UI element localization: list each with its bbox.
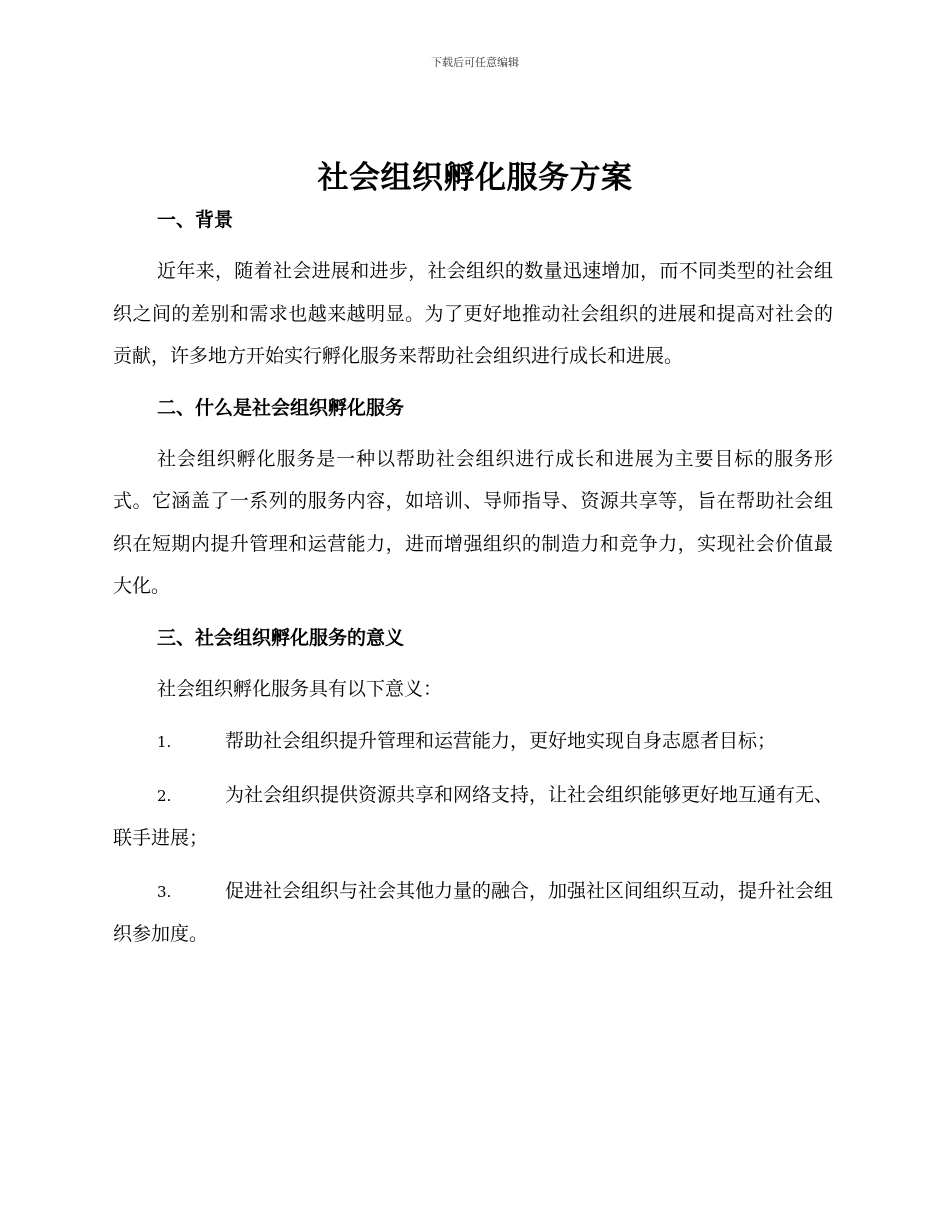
list-item-number: 2. xyxy=(157,786,172,805)
list-item xyxy=(113,720,833,764)
page-header-note: 下载后可任意编辑 xyxy=(431,56,519,69)
list-item-text: 为社会组织提供资源共享和网络支持，让社会组织能够更好地互通有无、联手进展； xyxy=(113,783,834,849)
list-item-number: 3. xyxy=(157,882,172,901)
list-item-text: 帮助社会组织提升管理和运营能力，更好地实现自身志愿者目标； xyxy=(225,730,777,752)
section-heading-definition: 二、什么是社会组织孵化服务 xyxy=(157,396,405,419)
paragraph-definition: 社会组织孵化服务是一种以帮助社会组织进行成长和进展为主要目标的服务形式。它涵盖了一系列的服务内容，如培训、导师指导、资源共享等，旨在帮助社会组织在短期内提升管理和运营能力，进而增强组织的制造力和竞争力，实现社会价值最大化。 xyxy=(113,447,833,597)
document-body xyxy=(113,200,833,956)
list-item xyxy=(113,870,833,956)
document-title: 社会组织孵化服务方案 xyxy=(317,160,633,196)
section-heading-background: 一、背景 xyxy=(157,209,234,231)
section-heading-significance: 三、社会组织孵化服务的意义 xyxy=(157,626,405,649)
list-item xyxy=(113,774,833,860)
paragraph-significance-intro: 社会组织孵化服务具有以下意义： xyxy=(157,677,443,700)
paragraph-background: 近年来，随着社会进展和进步，社会组织的数量迅速增加，而不同类型的社会组织之间的差别和需求也越来越明显。为了更好地推动社会组织的进展和提高对社会的贡献，许多地方开始实行孵化服务来帮助社会组织进行成长和进展。 xyxy=(113,260,833,367)
list-item-text: 促进社会组织与社会其他力量的融合，加强社区间组织互动，提升社会组织参加度。 xyxy=(113,879,834,945)
list-item-number: 1. xyxy=(157,733,172,751)
